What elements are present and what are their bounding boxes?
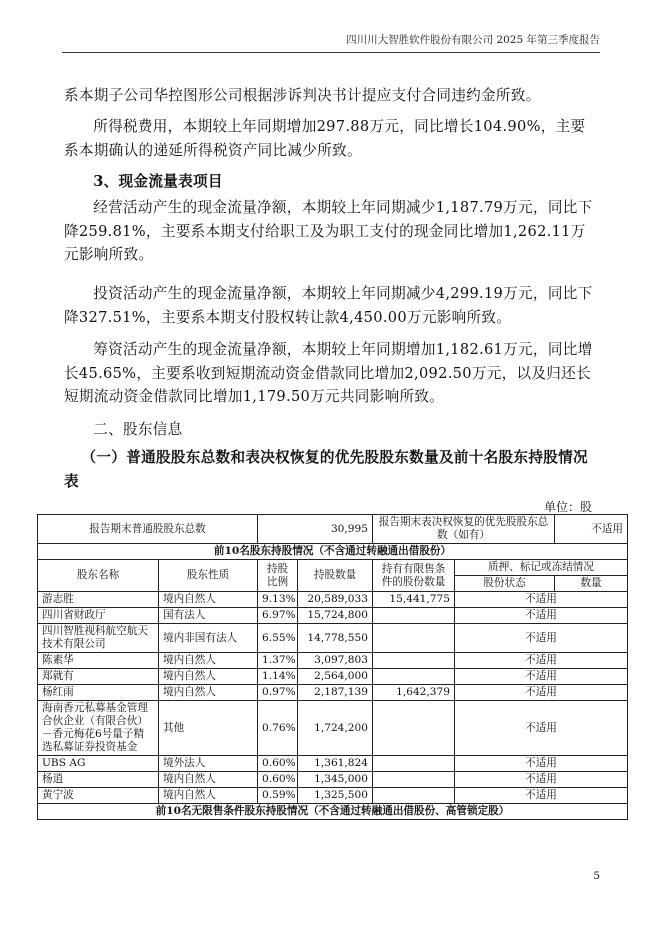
cell-status: 不适用: [455, 653, 628, 669]
cell-name: 黄宁波: [38, 788, 159, 804]
cell-nature: 境内非国有法人: [159, 624, 258, 653]
cell-restricted: [373, 772, 455, 788]
cell-name: 四川省财政厅: [38, 608, 159, 624]
table-row: [38, 685, 628, 701]
unrestricted-title: 前10名无限售条件股东持股情况（不含通过转融通出借股份、高管锁定股）: [38, 804, 628, 820]
cell-name: UBS AG: [38, 756, 159, 772]
paragraph-1: 系本期子公司华控图形公司根据涉诉判决书计提应支付合同违约金所致。: [64, 87, 541, 104]
cell-ratio: 1.14%: [258, 669, 298, 685]
section-heading-cashflow: 3、现金流量表项目: [93, 173, 223, 190]
cell-restricted: 15,441,775: [373, 592, 455, 608]
col-status: 股份状态: [455, 576, 555, 592]
cell-restricted: [373, 756, 455, 772]
col-pledge: 质押、标记或冻结情况: [455, 560, 628, 576]
summary-row: [38, 515, 628, 544]
cell-nature: 境内自然人: [159, 669, 258, 685]
cell-ratio: 0.76%: [258, 701, 298, 756]
table-row: [38, 756, 628, 772]
table-row: [38, 788, 628, 804]
col-ratio: 持股比例: [258, 560, 298, 592]
section-heading-top10: （一）普通股股东总数和表决权恢复的优先股股东数量及前十名股东持股情况表: [64, 449, 588, 490]
cell-name: 四川智胜视科航空航天技术有限公司: [38, 624, 159, 653]
col-qty: 数量: [555, 576, 628, 592]
cell-status: 不适用: [455, 624, 628, 653]
pref-holders-value: 不适用: [555, 515, 628, 544]
table-row: [38, 592, 628, 608]
cell-name: 杨逍: [38, 772, 159, 788]
cell-status: 不适用: [455, 756, 628, 772]
table-row: [38, 669, 628, 685]
cell-status: 不适用: [455, 669, 628, 685]
table-row: [38, 624, 628, 653]
table-row: [38, 608, 628, 624]
common-holders-value: 30,995: [258, 515, 373, 544]
paragraph-operating: 经营活动产生的现金流量净额，本期较上年同期减少1,187.79万元，同比下降259.81%，主要系本期支付给职工及为职工支付的现金同比增加1,262.11万元影响所致。: [64, 199, 593, 263]
cell-ratio: 0.60%: [258, 772, 298, 788]
cell-status: 不适用: [455, 772, 628, 788]
cell-nature: 境外法人: [159, 756, 258, 772]
shareholder-table: [37, 514, 628, 820]
cell-ratio: 1.37%: [258, 653, 298, 669]
col-count: 持股数量: [298, 560, 373, 592]
cell-name: 陈素华: [38, 653, 159, 669]
page-number: 5: [593, 870, 600, 882]
cell-count: 20,589,033: [298, 592, 373, 608]
top10-title: 前10名股东持股情况（不含通过转融通出借股份）: [38, 544, 628, 560]
cell-restricted: [373, 653, 455, 669]
cell-status: 不适用: [455, 592, 628, 608]
col-restricted: 持有有限售条件的股份数量: [373, 560, 455, 592]
cell-restricted: [373, 669, 455, 685]
paragraph-income-tax: 所得税费用，本期较上年同期增加297.88万元，同比增长104.90%，主要系本期确认的递延所得税资产同比减少所致。: [64, 118, 586, 159]
pref-holders-label: 报告期末表决权恢复的优先股股东总数（如有）: [373, 515, 555, 544]
table-row: [38, 653, 628, 669]
cell-count: 1,325,500: [298, 788, 373, 804]
cell-name: 杨红雨: [38, 685, 159, 701]
cell-status: 不适用: [455, 788, 628, 804]
col-nature: 股东性质: [159, 560, 258, 592]
cell-nature: 境内自然人: [159, 685, 258, 701]
cell-restricted: [373, 788, 455, 804]
cell-nature: 境内自然人: [159, 653, 258, 669]
cell-restricted: [373, 608, 455, 624]
cell-count: 2,564,000: [298, 669, 373, 685]
cell-ratio: 6.55%: [258, 624, 298, 653]
cell-count: 1,345,000: [298, 772, 373, 788]
table-row: [38, 772, 628, 788]
cell-nature: 国有法人: [159, 608, 258, 624]
cell-ratio: 0.60%: [258, 756, 298, 772]
cell-ratio: 0.59%: [258, 788, 298, 804]
cell-restricted: [373, 701, 455, 756]
paragraph-financing: 筹资活动产生的现金流量净额，本期较上年同期增加1,182.61万元，同比增长45.65%，主要系收到短期流动资金借款同比增加2,092.50万元，以及归还长短期流动资金借款同比增加1,179.50万元共同影响所致。: [64, 341, 593, 405]
page-header: 四川川大智胜软件股份有限公司 2025 年第三季度报告: [62, 30, 600, 53]
cell-status: 不适用: [455, 608, 628, 624]
cell-count: 15,724,800: [298, 608, 373, 624]
cell-restricted: 1,642,379: [373, 685, 455, 701]
cell-name: 海南香元私募基金管理合伙企业（有限合伙）－香元梅花6号量子精选私募证券投资基金: [38, 701, 159, 756]
cell-count: 14,778,550: [298, 624, 373, 653]
section-heading-shareholders: 二、股东信息: [93, 421, 183, 438]
cell-count: 2,187,139: [298, 685, 373, 701]
cell-ratio: 0.97%: [258, 685, 298, 701]
cell-nature: 境内自然人: [159, 788, 258, 804]
table-row: [38, 701, 628, 756]
cell-nature: 境内自然人: [159, 772, 258, 788]
cell-count: 1,724,200: [298, 701, 373, 756]
common-holders-label: 报告期末普通股股东总数: [38, 515, 258, 544]
col-name: 股东名称: [38, 560, 159, 592]
cell-name: 郑就有: [38, 669, 159, 685]
cell-nature: 境内自然人: [159, 592, 258, 608]
cell-name: 游志胜: [38, 592, 159, 608]
cell-nature: 其他: [159, 701, 258, 756]
cell-status: 不适用: [455, 685, 628, 701]
paragraph-investing: 投资活动产生的现金流量净额，本期较上年同期减少4,299.19万元，同比下降327.51%，主要系本期支付股权转让款4,450.00万元影响所致。: [64, 285, 593, 326]
cell-ratio: 6.97%: [258, 608, 298, 624]
unit-label: 单位：股: [543, 500, 592, 514]
cell-count: 3,097,803: [298, 653, 373, 669]
header-row: [38, 560, 628, 576]
cell-status: 不适用: [455, 701, 628, 756]
cell-count: 1,361,824: [298, 756, 373, 772]
cell-restricted: [373, 624, 455, 653]
cell-ratio: 9.13%: [258, 592, 298, 608]
